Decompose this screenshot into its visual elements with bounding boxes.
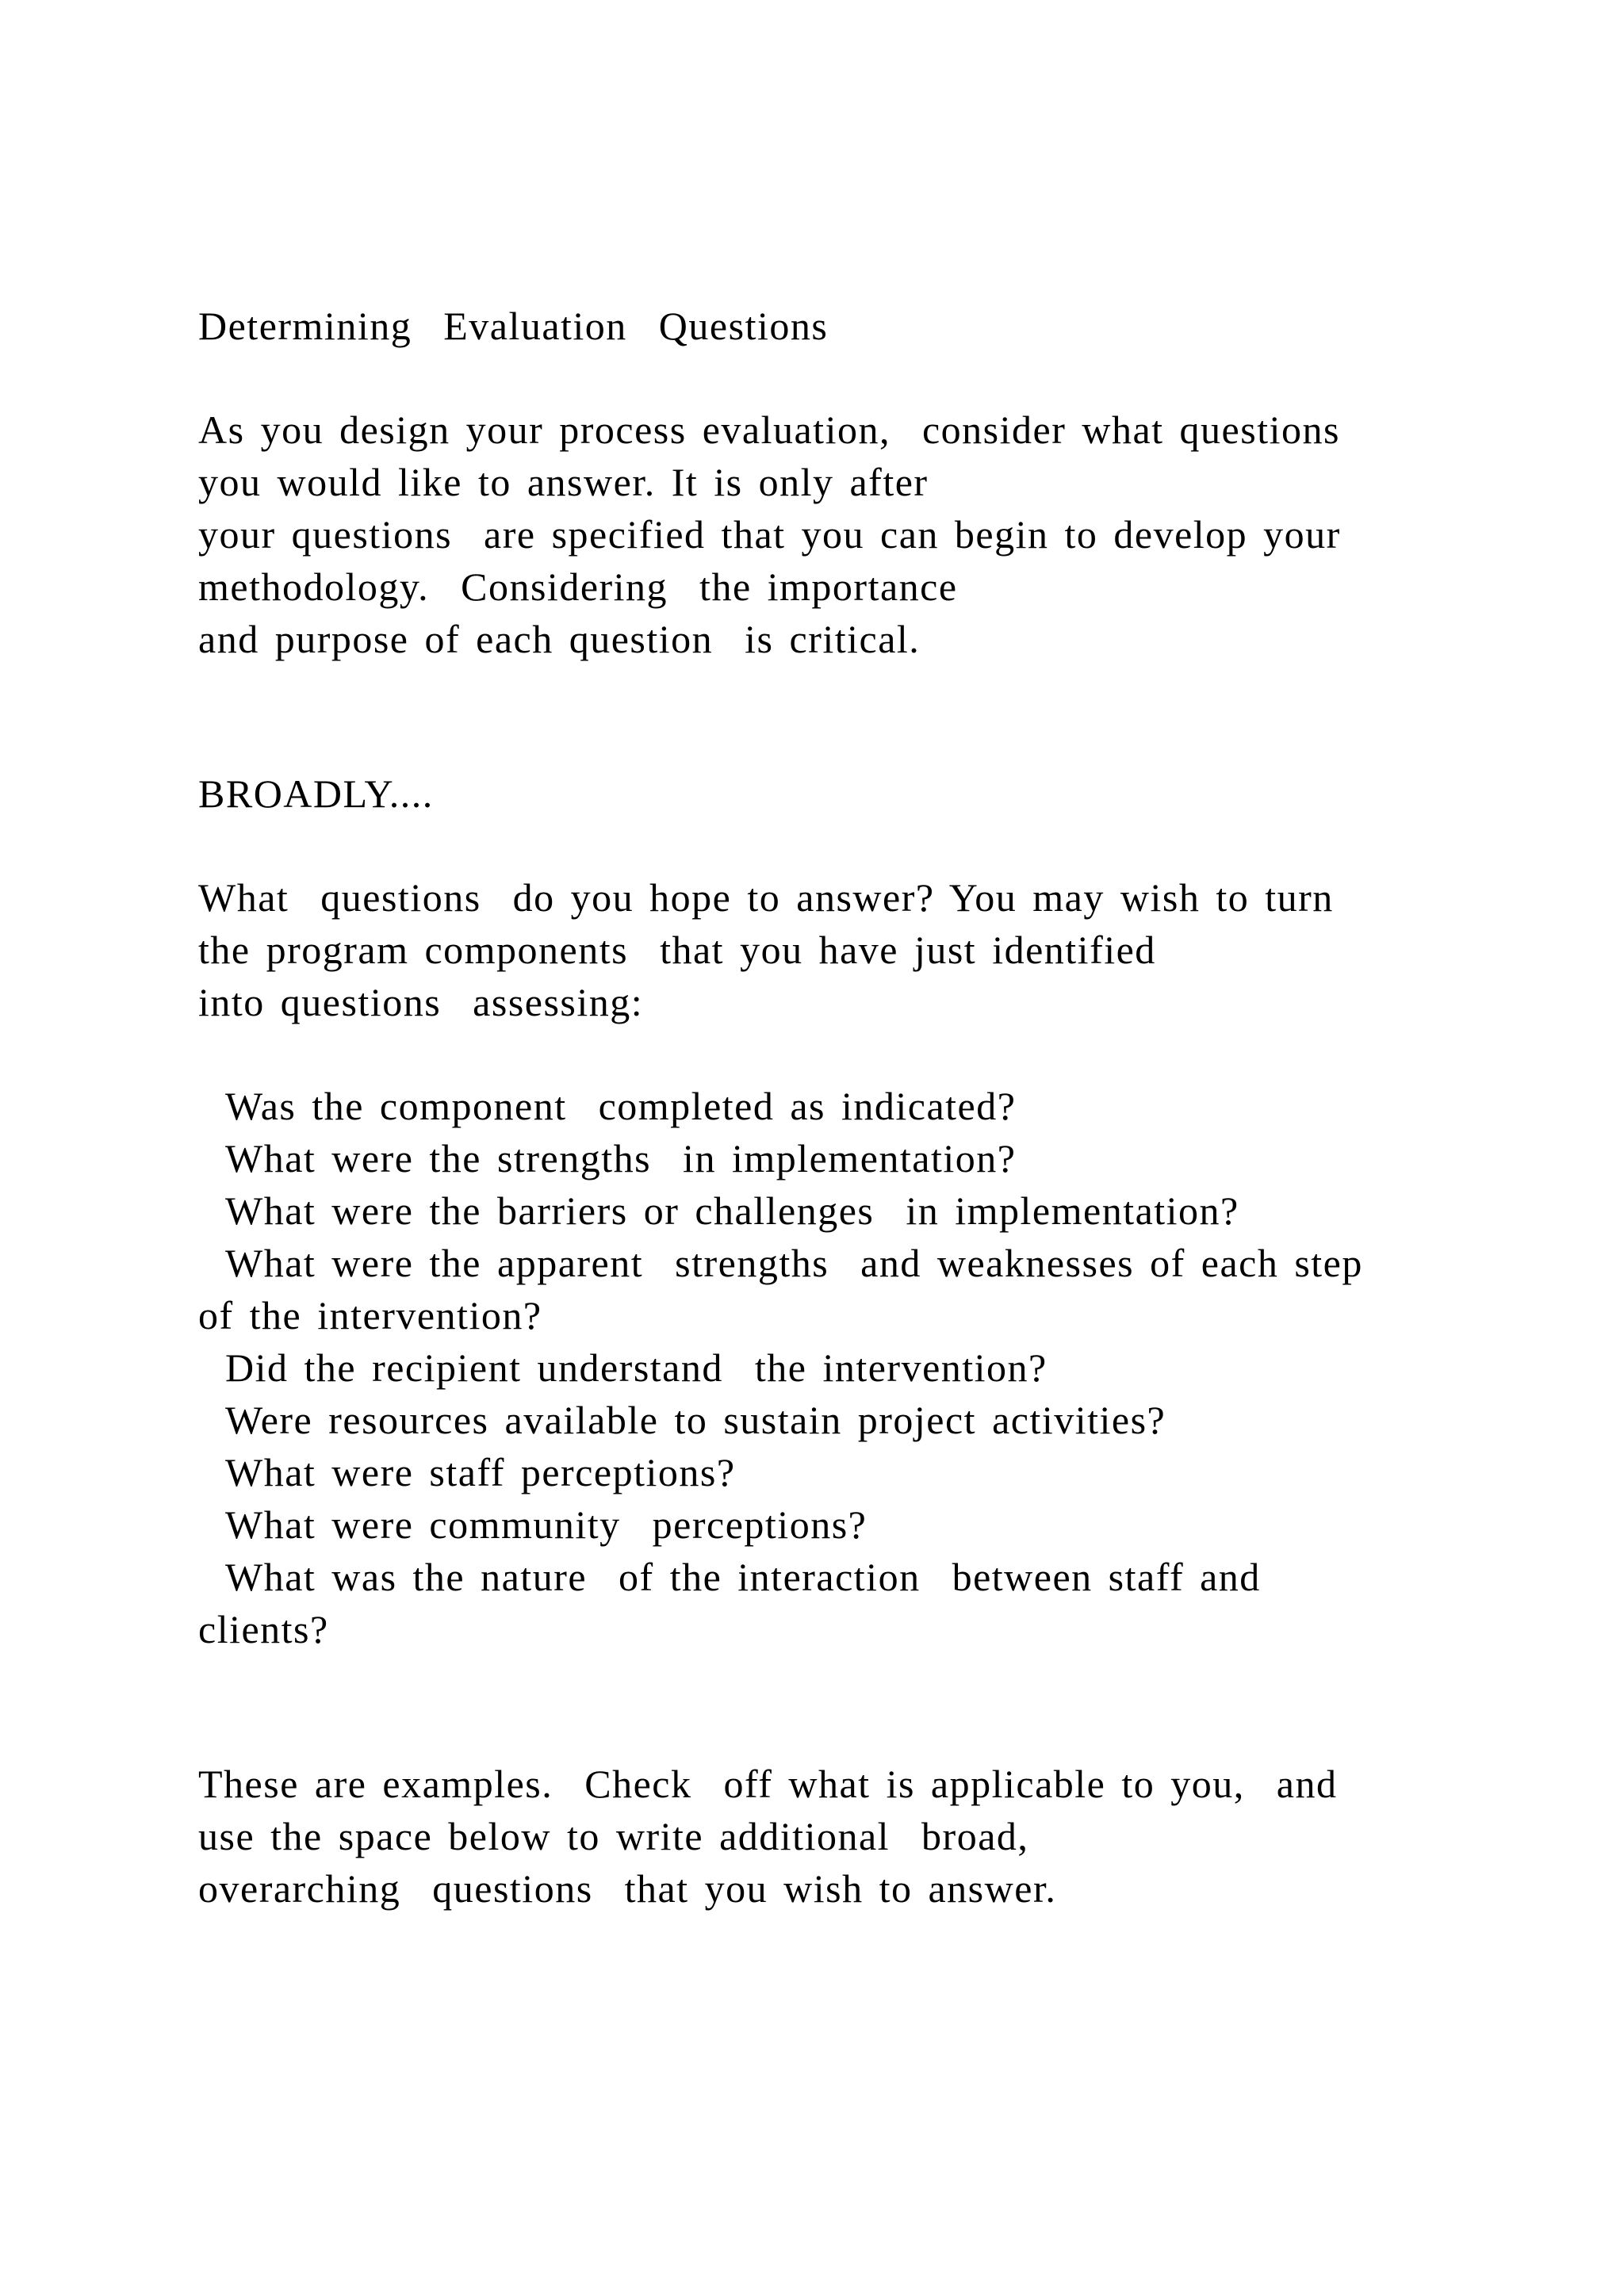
question-item: Were resources available to sustain project activities? bbox=[225, 1398, 1166, 1442]
lead-line: into questions assessing: bbox=[198, 980, 644, 1024]
question-item-continuation: clients? bbox=[198, 1607, 329, 1651]
closing-line: use the space below to write additional broad, bbox=[198, 1814, 1029, 1858]
lead-line: the program components that you have just identified bbox=[198, 928, 1156, 972]
question-item-continuation: of the intervention? bbox=[198, 1293, 542, 1337]
question-item: What were the barriers or challenges in implementation? bbox=[225, 1188, 1239, 1233]
question-item: What were the strengths in implementation? bbox=[225, 1136, 1017, 1181]
question-item: What were the apparent strengths and weaknesses of each step bbox=[225, 1241, 1363, 1285]
question-item: What were community perceptions? bbox=[225, 1502, 868, 1547]
intro-line: your questions are specified that you can begin to develop your bbox=[198, 512, 1341, 557]
intro-line: As you design your process evaluation, consider what questions bbox=[198, 408, 1340, 452]
closing-line: These are examples. Check off what is applicable to you, and bbox=[198, 1762, 1338, 1806]
question-item: What was the nature of the interaction between staff and bbox=[225, 1555, 1261, 1599]
question-item: Was the component completed as indicated? bbox=[225, 1084, 1017, 1128]
intro-line: and purpose of each question is critical. bbox=[198, 617, 921, 661]
closing-line: overarching questions that you wish to answer. bbox=[198, 1866, 1057, 1911]
page-title: Determining Evaluation Questions bbox=[198, 304, 829, 348]
intro-line: methodology. Considering the importance bbox=[198, 564, 958, 609]
section-heading: BROADLY.... bbox=[198, 771, 434, 816]
intro-line: you would like to answer. It is only after bbox=[198, 460, 929, 504]
question-item: Did the recipient understand the intervention? bbox=[225, 1345, 1048, 1390]
lead-line: What questions do you hope to answer? You may wish to turn bbox=[198, 875, 1334, 920]
question-item: What were staff perceptions? bbox=[225, 1450, 736, 1494]
